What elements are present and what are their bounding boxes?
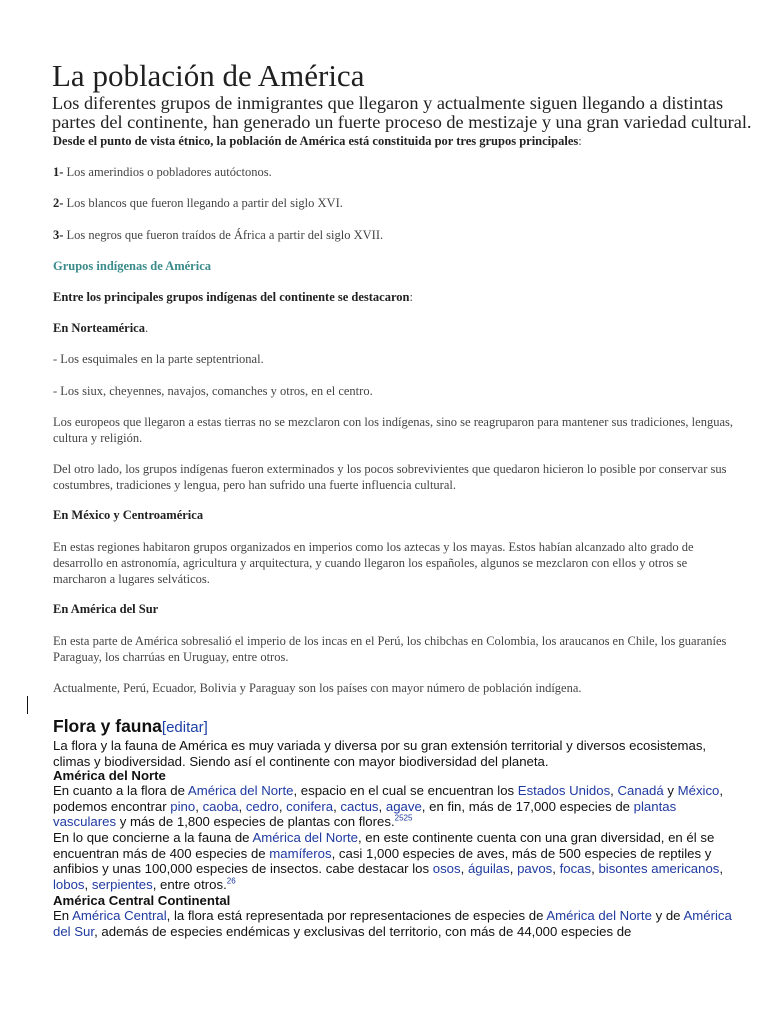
group-text: Los negros que fueron traídos de África a partir del siglo XVII. bbox=[63, 228, 384, 242]
link-america-del-norte[interactable]: América del Norte bbox=[187, 783, 294, 798]
text: , en fin, más de 17,000 especies de bbox=[421, 798, 634, 814]
text: En cuanto a la flora de bbox=[53, 783, 188, 798]
main-groups-intro: Entre los principales grupos indígenas del continente se destacaron: bbox=[53, 290, 413, 304]
link-pavos[interactable]: pavos bbox=[517, 861, 553, 876]
text: , en este continente cuenta con una gran diversidad, en él se encuentran más de 400 especies de bbox=[53, 830, 715, 861]
na-item-1: - Los esquimales en la parte septentrional. bbox=[53, 352, 264, 366]
reference-2525[interactable]: 2525 bbox=[394, 813, 413, 823]
indigenous-heading: Grupos indígenas de América bbox=[53, 259, 211, 273]
text: , podemos encontrar bbox=[53, 783, 724, 814]
link-bisontes-americanos[interactable]: bisontes americanos bbox=[598, 861, 720, 876]
other-side-paragraph: Del otro lado, los grupos indígenas fueron exterminados y los pocos sobrevivientes que quedaron hicieron lo posible por conservar sus costumbres, tradiciones y lengua, pero han sufrido una fuerte influencia cultural. bbox=[53, 462, 727, 492]
text: , además de especies endémicas y exclusivas del territorio, con más de 44,000 especies de bbox=[94, 923, 632, 939]
central-subheading: América Central Continental bbox=[53, 893, 231, 908]
north-subheading: América del Norte bbox=[53, 768, 166, 783]
south-heading bbox=[53, 601, 733, 617]
central-paragraph bbox=[53, 908, 733, 939]
text-cursor bbox=[27, 696, 28, 714]
text: , bbox=[610, 783, 618, 798]
text: y de bbox=[651, 908, 684, 923]
mexico-heading bbox=[53, 507, 733, 523]
link-caoba[interactable]: caoba bbox=[202, 798, 239, 814]
north-america-heading-text: En Norteamérica bbox=[53, 321, 145, 335]
text: y más de 1,800 especies de plantas con flores. bbox=[116, 814, 395, 829]
text: , la flora está representada por representaciones de especies de bbox=[166, 908, 547, 923]
text: y bbox=[663, 783, 678, 798]
text: En lo que concierne a la fauna de bbox=[53, 830, 253, 845]
text: , bbox=[238, 798, 246, 814]
link-mexico[interactable]: México bbox=[677, 783, 720, 798]
ethnic-intro-text: Desde el punto de vista étnico, la población de América está constituida por tres grupos principales bbox=[53, 134, 579, 148]
group-item-3 bbox=[53, 227, 733, 243]
group-item-1 bbox=[53, 164, 733, 180]
europeans-paragraph: Los europeos que llegaron a estas tierras no se mezclaron con los indígenas, sino se reagruparon para mantener sus tradiciones, lenguas, cultura y religión. bbox=[53, 415, 733, 445]
link-lobos[interactable]: lobos bbox=[53, 876, 85, 892]
group-item-2 bbox=[53, 195, 733, 211]
text: , bbox=[460, 861, 468, 876]
link-america-del-norte[interactable]: América del Norte bbox=[546, 908, 652, 923]
page-title: La población de América bbox=[52, 58, 365, 93]
link-serpientes[interactable]: serpientes bbox=[91, 876, 153, 892]
link-focas[interactable]: focas bbox=[559, 861, 592, 876]
intro-paragraph: Los diferentes grupos de inmigrantes que llegaron y actualmente siguen llegando a distintas partes del continente, han generado un fuerte proceso de mestizaje y una gran variedad cultural. bbox=[52, 93, 752, 132]
main-groups-intro-text: Entre los principales grupos indígenas del continente se destacaron bbox=[53, 290, 410, 304]
link-america-del-sur[interactable]: América del Sur bbox=[53, 908, 732, 939]
mexico-heading-text: En México y Centroamérica bbox=[53, 508, 204, 522]
link-conifera[interactable]: conifera bbox=[286, 798, 334, 814]
north-fauna-paragraph bbox=[53, 830, 733, 892]
text: , bbox=[378, 798, 386, 814]
south-heading-text: En América del Sur bbox=[53, 602, 159, 616]
edit-link[interactable]: [editar] bbox=[161, 719, 208, 736]
text: , bbox=[509, 861, 518, 876]
link-pino[interactable]: pino bbox=[170, 798, 196, 814]
group-number: 1- bbox=[53, 165, 64, 179]
link-cactus[interactable]: cactus bbox=[340, 798, 379, 814]
text: , casi 1,000 especies de aves, más de 500 especies de reptiles y anfibios y unas 100,000 especies de insectos. cabe destacar los bbox=[53, 845, 712, 876]
north-america-heading: En Norteamérica. bbox=[53, 321, 149, 335]
group-number: 2- bbox=[53, 196, 64, 210]
group-text: Los blancos que fueron llegando a partir del siglo XVI. bbox=[63, 196, 343, 210]
text: , bbox=[278, 798, 287, 814]
link-canada[interactable]: Canadá bbox=[617, 783, 664, 798]
text: , bbox=[333, 798, 341, 814]
text: , bbox=[719, 861, 724, 876]
link-agave[interactable]: agave bbox=[385, 798, 422, 814]
link-mamiferos[interactable]: mamíferos bbox=[269, 845, 332, 861]
text: , entre otros. bbox=[152, 876, 227, 892]
group-text: Los amerindios o pobladores autóctonos. bbox=[63, 165, 272, 179]
current-paragraph: Actualmente, Perú, Ecuador, Bolivia y Paraguay son los países con mayor número de población indígena. bbox=[53, 681, 582, 695]
link-aguilas[interactable]: águilas bbox=[467, 861, 510, 876]
link-america-del-norte[interactable]: América del Norte bbox=[252, 830, 358, 845]
text: , espacio en el cual se encuentran los bbox=[293, 783, 518, 798]
flora-heading-text: Flora y fauna bbox=[53, 716, 162, 736]
flora-heading bbox=[53, 716, 208, 737]
link-america-central[interactable]: América Central bbox=[72, 908, 167, 923]
na-item-2: - Los siux, cheyennes, navajos, comanches y otros, en el centro. bbox=[53, 384, 373, 398]
south-paragraph: En esta parte de América sobresalió el imperio de los incas en el Perú, los chibchas en Colombia, los araucanos en Chile, los guaraníes Paraguay, los charrúas en Uruguay, entre otros. bbox=[53, 634, 727, 664]
flora-intro: La flora y la fauna de América es muy variada y diversa por su gran extensión territorial y diversos ecosistemas, climas y biodiversidad. Siendo así el continente con mayor biodiversidad del planeta. bbox=[53, 738, 707, 769]
link-cedro[interactable]: cedro bbox=[245, 798, 279, 814]
reference-26[interactable]: 26 bbox=[226, 876, 236, 886]
mexico-paragraph: En estas regiones habitaron grupos organizados en imperios como los aztecas y los mayas. Estos habían alcanzado alto grado de desarrollo en astronomía, agricultura y arquitectura, y cuando llegaron los españoles, algunos se mezclaron con ellos y otros se marcharon a lugares selváticos. bbox=[53, 540, 694, 586]
text: En bbox=[53, 908, 73, 923]
link-plantas-vasculares[interactable]: plantas vasculares bbox=[53, 798, 677, 829]
north-flora-paragraph bbox=[53, 783, 733, 830]
ethnic-intro: Desde el punto de vista étnico, la población de América está constituida por tres grupos principales: bbox=[53, 134, 582, 148]
text: , bbox=[591, 861, 599, 876]
text: , bbox=[84, 876, 92, 892]
text: , bbox=[552, 861, 560, 876]
link-osos[interactable]: osos bbox=[432, 861, 461, 876]
text: , bbox=[195, 798, 203, 814]
group-number: 3- bbox=[53, 228, 64, 242]
link-estados-unidos[interactable]: Estados Unidos bbox=[517, 783, 611, 798]
